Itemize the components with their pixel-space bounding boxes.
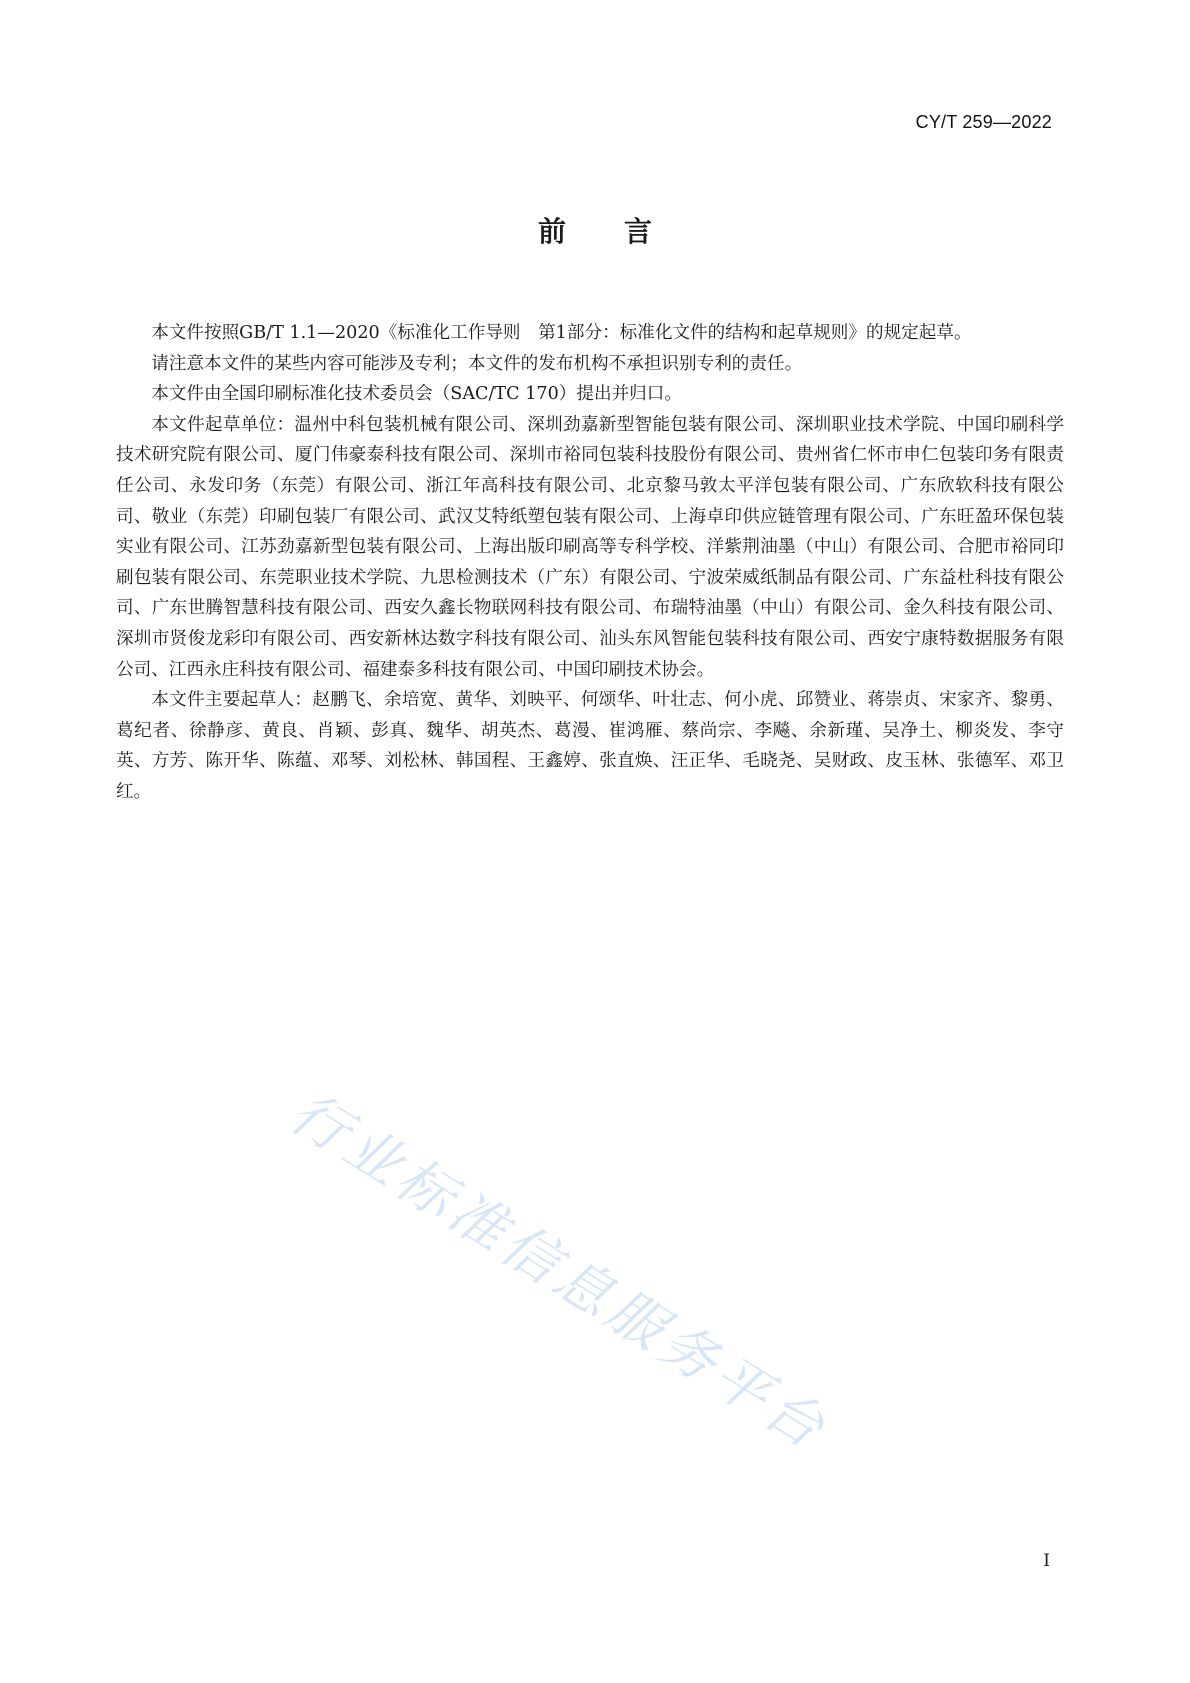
paragraph-drafters: 本文件主要起草人：赵鹏飞、余培宽、黄华、刘映平、何颂华、叶壮志、何小虎、邱赞业、蒋崇贞、宋家齐、黎勇、葛纪者、徐静彦、黄良、肖颖、彭真、魏华、胡英杰、葛漫、崔鸿雁、蔡尚宗、李飚、余新瑾、吴净土、柳炎发、李守英、方芳、陈开华、陈蕴、邓琴、刘松林、韩国程、王鑫婷、张直焕、汪正华、毛晓尧、吴财政、皮玉林、张德军、邓卫红。: [116, 690, 1064, 802]
watermark: 行业标准信息服务平台: [279, 1080, 840, 1464]
page-number: I: [1043, 1551, 1050, 1571]
document-code: CY/T 259—2022: [915, 112, 1052, 132]
paragraph-drafting-units: 本文件起草单位：温州中科包装机械有限公司、深圳劲嘉新型智能包装有限公司、深圳职业技术学院、中国印刷科学技术研究院有限公司、厦门伟豪泰科技有限公司、深圳市裕同包装科技股份有限公司、贵州省仁怀市申仁包装印务有限责任公司、永发印务（东莞）有限公司、浙江年高科技有限公司、北京黎马敦太平洋包装有限公司、广东欣软科技有限公司、敬业（东莞）印刷包装厂有限公司、武汉艾特纸塑包装有限公司、上海卓印供应链管理有限公司、广东旺盈环保包装实业有限公司、江苏劲嘉新型包装有限公司、上海出版印刷高等专科学校、洋紫荆油墨（中山）有限公司、合肥市裕同印刷包装有限公司、东莞职业技术学院、九思检测技术（广东）有限公司、宁波荣威纸制品有限公司、广东益杜科技有限公司、广东世腾智慧科技有限公司、西安久鑫长物联网科技有限公司、布瑞特油墨（中山）有限公司、金久科技有限公司、深圳市贤俊龙彩印有限公司、西安新林达数字科技有限公司、汕头东风智能包装科技有限公司、西安宁康特数据服务有限公司、江西永庄科技有限公司、福建泰多科技有限公司、中国印刷技术协会。: [116, 414, 1064, 680]
document-body: [116, 318, 1064, 808]
paragraph-proposer: 本文件由全国印刷标准化技术委员会（SAC/TC 170）提出并归口。: [151, 384, 682, 405]
paragraph-drafting-rules: 本文件按照GB/T 1.1—2020《标准化工作导则 第1部分：标准化文件的结构和起草规则》的规定起草。: [151, 323, 972, 343]
page-title: 前言: [537, 215, 710, 248]
paragraph-patent-notice: 请注意本文件的某些内容可能涉及专利；本文件的发布机构不承担识别专利的责任。: [151, 353, 803, 374]
